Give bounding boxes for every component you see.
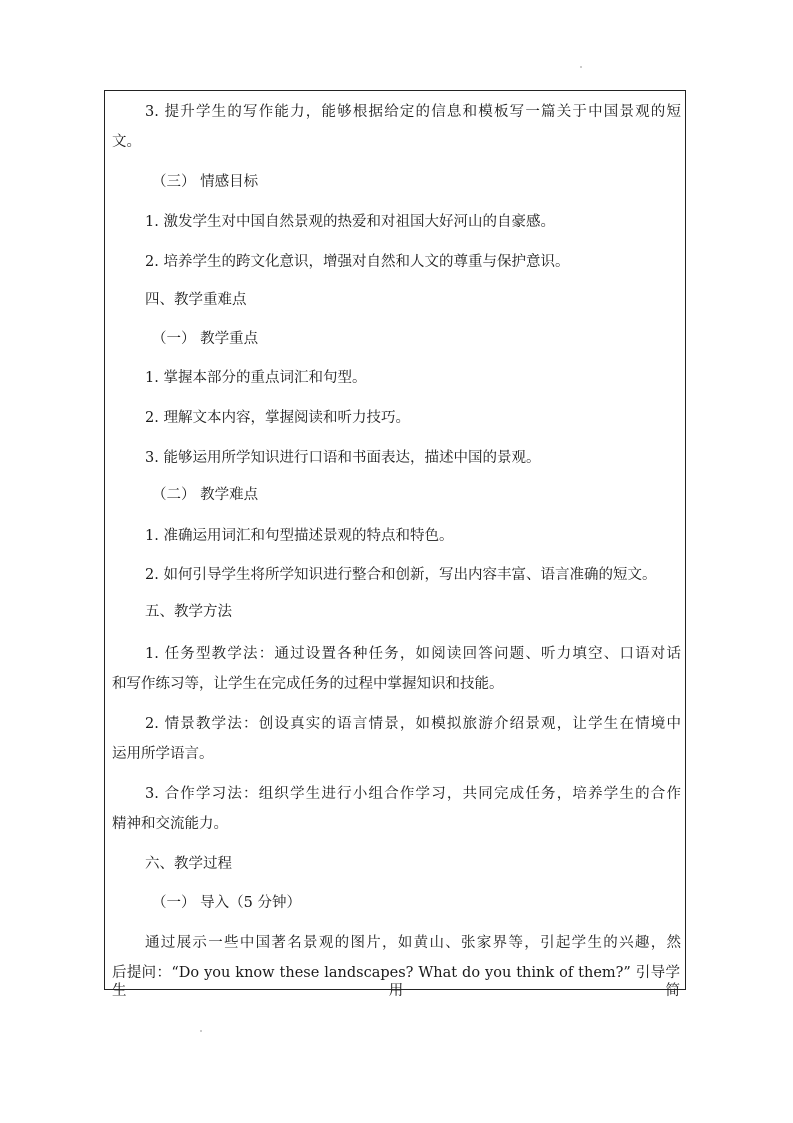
heading-key-points: （一） 教学重点 bbox=[152, 331, 259, 347]
method-2-line2: 运用所学语言。 bbox=[112, 746, 214, 762]
heading-key-difficult-points: 四、教学重难点 bbox=[145, 292, 247, 308]
introduction-line2: 后提问：“Do you know these landscapes? What do you think of them?” 引导学生用简 bbox=[112, 965, 680, 999]
heading-teaching-methods: 五、教学方法 bbox=[145, 604, 232, 620]
introduction-line1: 通过展示一些中国著名景观的图片，如黄山、张家界等，引起学生的兴趣，然 bbox=[145, 935, 681, 951]
objective-writing-line1: 3. 提升学生的写作能力，能够根据给定的信息和模板写一篇关于中国景观的短 bbox=[145, 104, 681, 120]
heading-introduction: （一） 导入（5 分钟） bbox=[152, 895, 301, 911]
heading-difficult-points: （二） 教学难点 bbox=[152, 487, 259, 503]
method-1-line1: 1. 任务型教学法：通过设置各种任务，如阅读回答问题、听力填空、口语对话 bbox=[145, 646, 681, 662]
method-2-line1: 2. 情景教学法：创设真实的语言情景，如模拟旅游介绍景观，让学生在情境中 bbox=[145, 716, 681, 732]
method-3-line1: 3. 合作学习法：组织学生进行小组合作学习，共同完成任务，培养学生的合作 bbox=[145, 786, 681, 802]
emotion-goal-1: 1. 激发学生对中国自然景观的热爱和对祖国大好河山的自豪感。 bbox=[145, 214, 555, 230]
method-1-line2: 和写作练习等，让学生在完成任务的过程中掌握知识和技能。 bbox=[112, 676, 504, 692]
emotion-goal-2: 2. 培养学生的跨文化意识，增强对自然和人文的尊重与保护意识。 bbox=[145, 254, 570, 270]
key-point-1: 1. 掌握本部分的重点词汇和句型。 bbox=[145, 370, 367, 386]
heading-teaching-process: 六、教学过程 bbox=[145, 856, 232, 872]
scan-speck bbox=[580, 66, 582, 68]
difficult-point-1: 1. 准确运用词汇和句型描述景观的特点和特色。 bbox=[145, 528, 454, 544]
key-point-3: 3. 能够运用所学知识进行口语和书面表达，描述中国的景观。 bbox=[145, 450, 541, 466]
objective-writing-line2: 文。 bbox=[112, 134, 141, 150]
difficult-point-2: 2. 如何引导学生将所学知识进行整合和创新，写出内容丰富、语言准确的短文。 bbox=[145, 567, 657, 583]
scan-speck-bottom bbox=[200, 1030, 202, 1032]
heading-emotion-goals: （三） 情感目标 bbox=[152, 174, 259, 190]
key-point-2: 2. 理解文本内容，掌握阅读和听力技巧。 bbox=[145, 410, 410, 426]
method-3-line2: 精神和交流能力。 bbox=[112, 816, 228, 832]
